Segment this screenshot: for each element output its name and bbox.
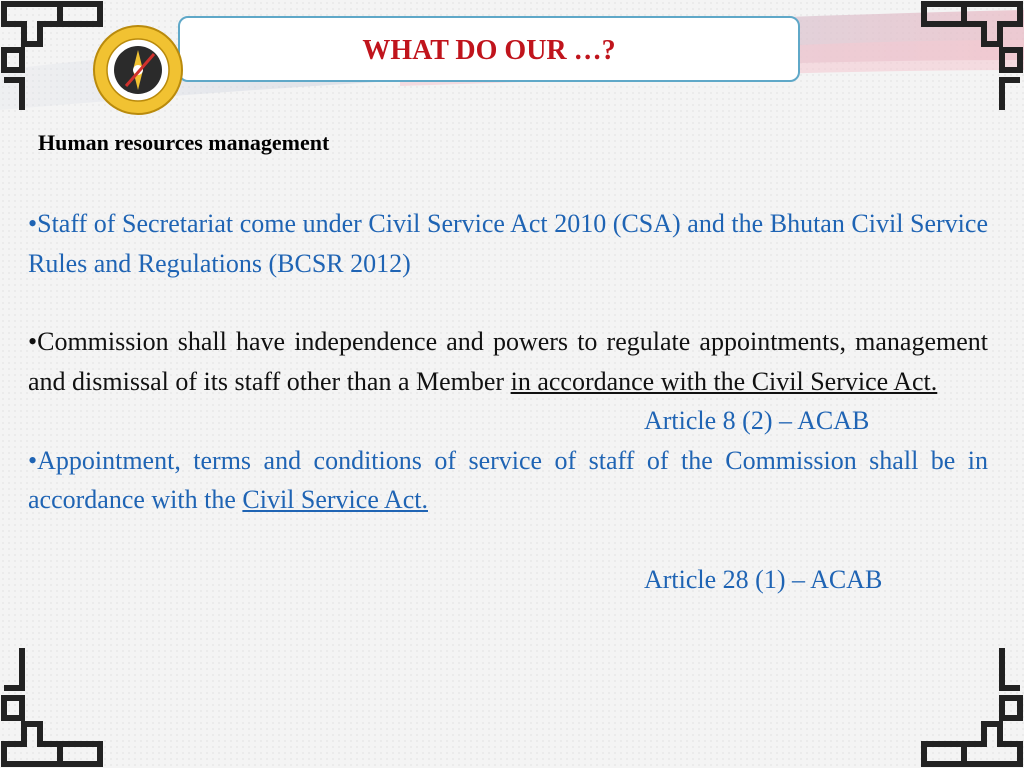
bullet-text: Staff of Secretariat come under Civil Service Act 2010 (CSA) and the Bhutan Civil Service Rules and Regulations (BCSR 2012) — [28, 209, 988, 278]
corner-ornament-top-right — [894, 0, 1024, 118]
bullet-item-2 — [28, 322, 988, 401]
bullet-marker: • — [28, 209, 38, 238]
underlined-reference: Civil Service Act. — [242, 485, 428, 514]
corner-ornament-bottom-left — [0, 638, 130, 768]
bullet-text: Appointment, terms and conditions of service of staff of the Commission shall be in accordance with the — [28, 445, 988, 514]
corner-ornament-bottom-right — [894, 638, 1024, 768]
bullet-text: Commission shall have independence and powers to regulate appointments, management and dismissal of its staff other than a Member — [28, 327, 988, 396]
bullet-marker: • — [28, 327, 38, 356]
section-subtitle: Human resources management — [38, 130, 330, 155]
article-reference-1: Article 8 (2) – ACAB — [644, 406, 870, 435]
bullet-item-1 — [28, 204, 988, 283]
bullet-item-3 — [28, 441, 988, 520]
article-reference-2: Article 28 (1) – ACAB — [644, 564, 883, 594]
underlined-reference: in accordance with the Civil Service Act. — [510, 366, 938, 396]
commission-seal-icon — [90, 24, 186, 116]
bullet-marker: • — [28, 445, 38, 475]
title-box — [178, 16, 800, 82]
slide-title: WHAT DO OUR …? — [362, 35, 616, 66]
slide-body — [28, 204, 988, 599]
